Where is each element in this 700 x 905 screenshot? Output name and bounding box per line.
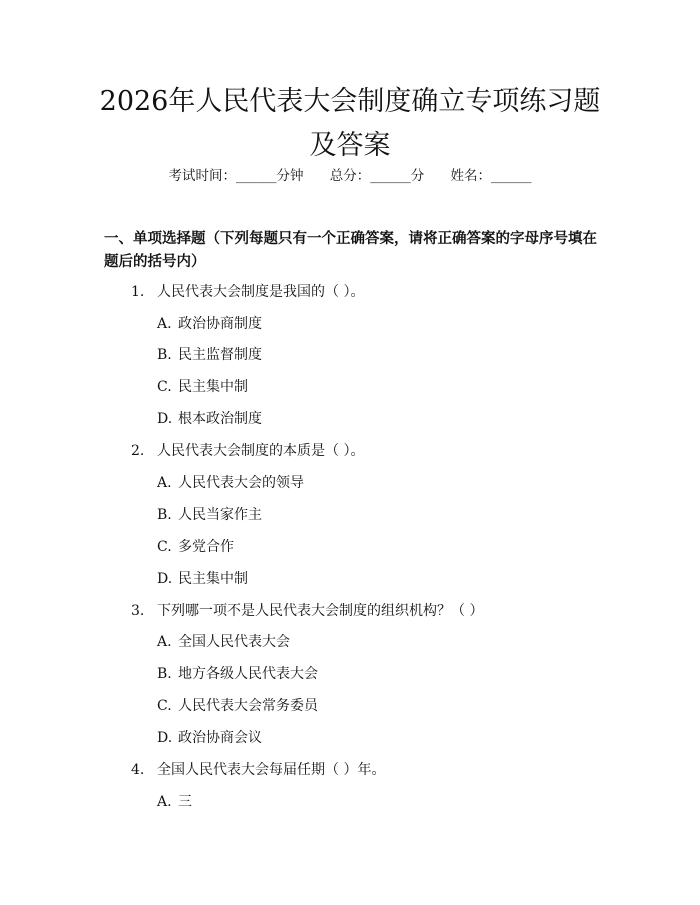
question-text: 下列哪一项不是人民代表大会制度的组织机构？（ ）: [157, 603, 484, 619]
option-letter: B.: [157, 666, 172, 682]
option-letter: A.: [157, 794, 172, 810]
option-text: 多党合作: [178, 539, 234, 555]
option-text: 根本政治制度: [178, 411, 262, 427]
option-letter: A.: [157, 316, 172, 332]
option-letter: B.: [157, 347, 172, 363]
option-text: 政治协商会议: [178, 730, 262, 746]
option-letter: C.: [157, 379, 172, 395]
document-title: 2026年人民代表大会制度确立专项练习题及答案: [99, 86, 601, 161]
option-text: 全国人民代表大会: [178, 634, 290, 650]
option-text: 民主集中制: [178, 571, 248, 587]
question-text: 全国人民代表大会每届任期（ ）年。: [157, 762, 386, 778]
total-score-label: 总分：______分: [329, 168, 425, 184]
option-text: 政治协商制度: [178, 316, 262, 332]
option-text: 地方各级人民代表大会: [178, 666, 318, 682]
section-heading: 一、单项选择题（下列每题只有一个正确答案，请将正确答案的字母序号填在题后的括号内）: [104, 231, 597, 270]
option-text: 民主监督制度: [178, 347, 262, 363]
option-letter: B.: [157, 507, 172, 523]
option-text: 人民代表大会常务委员: [178, 698, 318, 714]
exam-info: [0, 166, 700, 186]
option-letter: D.: [157, 571, 173, 587]
exam-time-label: 考试时间：______分钟: [168, 168, 304, 184]
option-letter: D.: [157, 411, 173, 427]
option-text: 人民当家作主: [178, 507, 262, 523]
question-text: 人民代表大会制度的本质是（ ）。: [157, 443, 365, 459]
question-text: 人民代表大会制度是我国的（ ）。: [157, 284, 365, 300]
name-label: 姓名：______: [450, 168, 532, 184]
question-number: 2.: [131, 443, 145, 459]
question-number: 3.: [131, 603, 145, 619]
option-text: 三: [178, 794, 192, 810]
option-text: 人民代表大会的领导: [178, 475, 304, 491]
question-number: 1.: [131, 284, 145, 300]
option-letter: A.: [157, 475, 172, 491]
option-letter: C.: [157, 698, 172, 714]
question-number: 4.: [131, 762, 145, 778]
option-letter: A.: [157, 634, 172, 650]
option-text: 民主集中制: [178, 379, 248, 395]
option-letter: C.: [157, 539, 172, 555]
option-letter: D.: [157, 730, 173, 746]
